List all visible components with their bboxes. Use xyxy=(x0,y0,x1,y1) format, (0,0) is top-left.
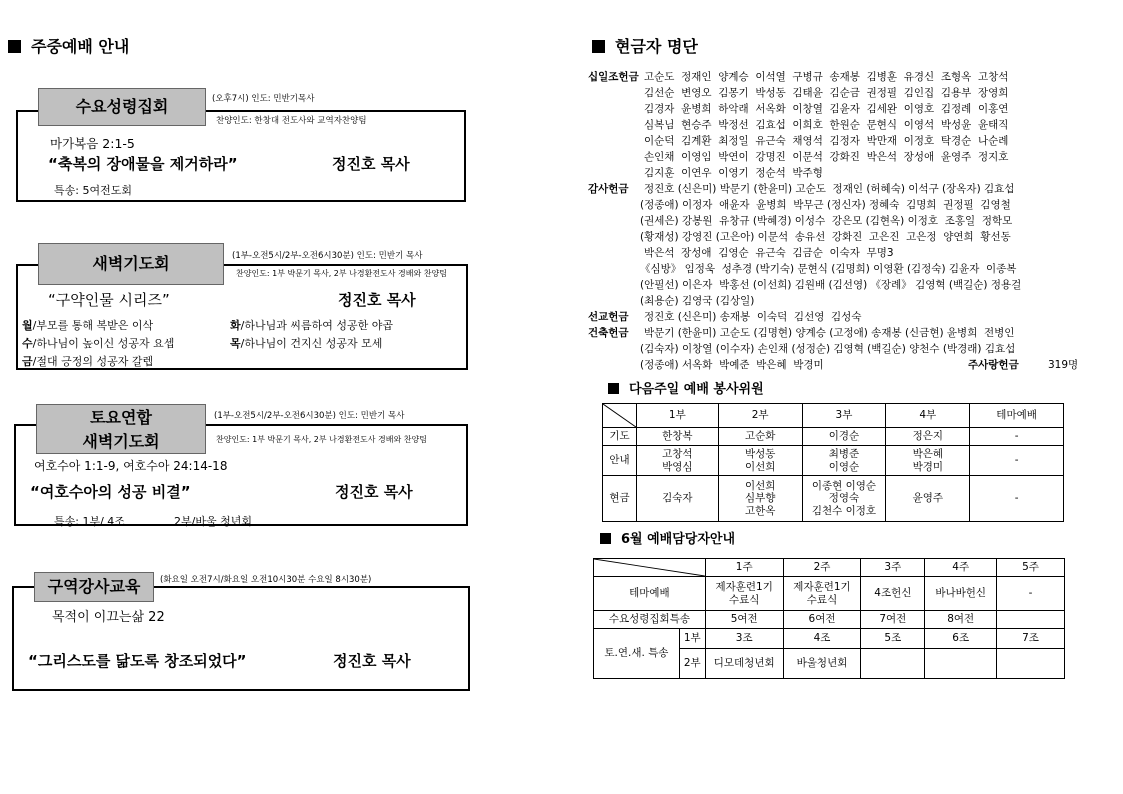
dawn-day-wed: 수/하나님이 높이신 성공자 요셉 xyxy=(22,337,175,350)
table-cell: 김숙자 xyxy=(636,476,718,522)
row-label: 수요성령집회특송 xyxy=(594,611,706,629)
table-cell: - xyxy=(997,577,1065,611)
table-header: 2주 xyxy=(783,559,861,577)
june-title: 6월 예배담당자안내 xyxy=(600,528,735,547)
table-cell xyxy=(861,649,925,679)
row-sublabel: 1부 xyxy=(679,629,705,649)
wed-tag: 수요성령집회 xyxy=(38,88,206,126)
thanks-line: 정진호 (신은미) 박문기 (한윤미) 고순도 정재인 (허혜숙) 이석구 (장옥자) 김효섭 xyxy=(644,183,1015,195)
right-section-title: 현금자 명단 xyxy=(592,34,698,57)
dawn-tag: 새벽기도회 xyxy=(38,243,224,285)
table-cell: 최병준 이영순 xyxy=(802,446,886,476)
wed-info2: 찬양인도: 한창대 전도사와 교역자찬양팀 xyxy=(216,116,367,126)
table-header: 3부 xyxy=(802,404,886,428)
tithe-line: 고순도 정재인 양계승 이석열 구병규 송재봉 김병훈 유경신 조형옥 고창석 xyxy=(644,71,1009,83)
table-cell xyxy=(997,649,1065,679)
dawn-info1: (1부-오전5시/2부-오전6시30분) 인도: 민반기 목사 xyxy=(232,251,423,261)
dawn-day-fri: 금/절대 긍정의 성공자 갈렙 xyxy=(22,355,154,368)
table-cell: 7조 xyxy=(997,629,1065,649)
row-label: 안내 xyxy=(603,446,637,476)
thanks-label: 감사헌금 xyxy=(588,183,629,195)
table-corner xyxy=(594,559,706,577)
thanks-line: (최용순) 김영국 (김상일) xyxy=(640,295,755,307)
cell-topic: 목적이 이끄는삶 22 xyxy=(52,610,165,625)
table-cell: - xyxy=(970,476,1064,522)
table-cell: 박은혜 박경미 xyxy=(886,446,970,476)
tithe-line: 김지훈 이연우 이영기 정순석 박주형 xyxy=(644,167,823,179)
dawn-sermon: “구약인물 시리즈” xyxy=(48,291,170,309)
tithe-line: 손인채 이영임 박연이 강명진 이문석 강화진 박은석 장성애 윤영주 정지호 xyxy=(644,151,1009,163)
table-cell: 디모데청년회 xyxy=(705,649,783,679)
table-cell: 박성동 이선희 xyxy=(718,446,802,476)
thanks-line: 《심방》 임정욱 성추경 (박기숙) 문현식 (김명희) 이영환 (김정숙) 김윤자 이종복 xyxy=(640,263,1017,275)
tithe-line: 김선순 변영오 김몽기 박성동 김태윤 김순금 권정필 김인집 김용부 장영희 xyxy=(644,87,1009,99)
table-header: 4부 xyxy=(886,404,970,428)
wed-info1: (오후7시) 인도: 민반기목사 xyxy=(212,94,315,104)
table-cell: 6조 xyxy=(925,629,997,649)
cell-info: (화요일 오전7시/화요일 오전10시30분 수요일 8시30분) xyxy=(160,575,372,585)
table-header: 1부 xyxy=(636,404,718,428)
row-label: 토.연.새. 특송 xyxy=(594,629,680,679)
mission-line: 정진호 (신은미) 송재봉 이숙덕 김선영 김성숙 xyxy=(644,311,862,323)
table-cell: 6여전 xyxy=(783,611,861,629)
table-cell: 4조 xyxy=(783,629,861,649)
table-cell: 고순화 xyxy=(718,428,802,446)
dawn-day-tue: 화/하나님과 씨름하여 성공한 야곱 xyxy=(230,319,393,332)
table-cell: 한창복 xyxy=(636,428,718,446)
table-cell: 5여전 xyxy=(705,611,783,629)
sat-info2: 찬양인도: 1부 박문기 목사, 2부 나경환전도사 경배와 찬양팀 xyxy=(216,435,427,444)
row-label: 기도 xyxy=(603,428,637,446)
table-cell: 바나바헌신 xyxy=(925,577,997,611)
thanks-line: (정종애) 이정자 애윤자 윤병희 박무근 (정신자) 정혜숙 김명희 권정필 김영철 xyxy=(640,199,1011,211)
table-cell: - xyxy=(970,446,1064,476)
table-cell: 바울청년회 xyxy=(783,649,861,679)
mission-label: 선교헌금 xyxy=(588,311,629,323)
table-cell: 고창석 박영심 xyxy=(636,446,718,476)
weekly-value: 319명 xyxy=(1048,359,1079,371)
wed-special: 특송: 5여전도회 xyxy=(54,184,132,197)
square-bullet-icon xyxy=(600,533,611,544)
table-cell: 5조 xyxy=(861,629,925,649)
sat-scripture: 여호수아 1:1-9, 여호수아 24:14-18 xyxy=(34,459,228,473)
dawn-pastor: 정진호 목사 xyxy=(338,291,416,309)
sat-tag: 토요연합 새벽기도회 xyxy=(36,404,206,454)
left-section-title: 주중예배 안내 xyxy=(8,34,129,57)
tithe-line: 심복님 현승주 박정선 김효섭 이희호 한원순 문현식 이영석 박성윤 윤태직 xyxy=(644,119,1009,131)
table-header: 1주 xyxy=(705,559,783,577)
wed-pastor: 정진호 목사 xyxy=(332,155,410,173)
row-sublabel: 2부 xyxy=(679,649,705,679)
table-cell: 3조 xyxy=(705,629,783,649)
table-cell: 윤영주 xyxy=(886,476,970,522)
row-label: 현금 xyxy=(603,476,637,522)
thanks-line: (권세은) 강봉원 유창규 (박혜경) 이성수 강은모 (김현옥) 이정호 조홍일 정학모 xyxy=(640,215,1013,227)
table-header: 3주 xyxy=(861,559,925,577)
building-label: 건축헌금 xyxy=(588,327,629,339)
row-label: 테마예배 xyxy=(594,577,706,611)
dawn-day-thu: 목/하나님이 건지신 성공자 모세 xyxy=(230,337,383,350)
wed-sermon: “축복의 장애물을 제거하라” xyxy=(48,155,238,173)
tithe-line: 이순덕 김계환 최정일 유근숙 채영석 김정자 박만재 이정호 탁경순 나순례 xyxy=(644,135,1009,147)
table-cell: 8여전 xyxy=(925,611,997,629)
table-cell: 이경순 xyxy=(802,428,886,446)
cell-tag: 구역강사교육 xyxy=(34,572,154,602)
wed-scripture: 마가복음 2:1-5 xyxy=(50,136,135,151)
building-line: (정종애) 서옥화 박예준 박은혜 박경미 xyxy=(640,359,824,371)
tithe-label: 십일조헌금 xyxy=(588,71,639,83)
table-cell: 7여전 xyxy=(861,611,925,629)
table-cell: 이종현 이영순 정영숙 김천수 이정호 xyxy=(802,476,886,522)
table-header: 5주 xyxy=(997,559,1065,577)
sat-special1: 특송: 1부/ 4조 xyxy=(54,515,125,528)
table-header: 2부 xyxy=(718,404,802,428)
square-bullet-icon xyxy=(8,40,21,53)
table-cell: - xyxy=(970,428,1064,446)
thanks-line: 박은석 장성애 김영순 유근숙 김금순 이숙자 무명3 xyxy=(644,247,894,259)
table-cell: 정은지 xyxy=(886,428,970,446)
cell-sermon: “그리스도를 닮도록 창조되었다” xyxy=(28,652,247,670)
table-cell xyxy=(997,611,1065,629)
sat-info1: (1부-오전5시/2부-오전6시30분) 인도: 민반기 목사 xyxy=(214,411,405,421)
tithe-line: 김경자 윤병희 하악래 서옥화 이창열 김윤자 김세완 이영호 김정례 이홍연 xyxy=(644,103,1009,115)
dawn-info2: 찬양인도: 1부 박문기 목사, 2부 나경환전도사 경배와 찬양팀 xyxy=(236,269,447,278)
table-cell: 4조헌신 xyxy=(861,577,925,611)
table-cell: 제자훈련1기 수료식 xyxy=(705,577,783,611)
servers-table xyxy=(602,403,1064,522)
cell-pastor: 정진호 목사 xyxy=(333,652,411,670)
table-cell: 이선희 심부향 고한옥 xyxy=(718,476,802,522)
sat-pastor: 정진호 목사 xyxy=(335,483,413,501)
thanks-line: (안필선) 이은자 박홍선 (이선희) 김원배 (김선영) 《장례》 김영혁 (백길순) 정용걸 xyxy=(640,279,1022,291)
table-header: 4주 xyxy=(925,559,997,577)
table-corner xyxy=(603,404,637,428)
table-header: 테마예배 xyxy=(970,404,1064,428)
servers-title: 다음주일 예배 봉사위원 xyxy=(608,378,764,397)
sat-sermon: “여호수아의 성공 비결” xyxy=(30,483,191,501)
dawn-day-mon: 월/부모를 통해 복받은 이삭 xyxy=(22,319,154,332)
square-bullet-icon xyxy=(608,383,619,394)
building-line: (김숙자) 이창열 (이수자) 손인채 (성정순) 김영혁 (백길순) 양천수 (박경래) 김효섭 xyxy=(640,343,1016,355)
weekly-label: 주사랑헌금 xyxy=(968,359,1019,371)
table-cell xyxy=(925,649,997,679)
sat-special2: 2부/바울 청년회 xyxy=(174,515,252,528)
square-bullet-icon xyxy=(592,40,605,53)
building-line: 박문기 (한윤미) 고순도 (김명현) 양계승 (고정애) 송재봉 (신금현) 윤병희 전병인 xyxy=(644,327,1015,339)
june-table xyxy=(593,558,1065,679)
thanks-line: (황재성) 강영진 (고은아) 이문석 송유선 강화진 고은진 고은정 양연희 황선동 xyxy=(640,231,1011,243)
table-cell: 제자훈련1기 수료식 xyxy=(783,577,861,611)
